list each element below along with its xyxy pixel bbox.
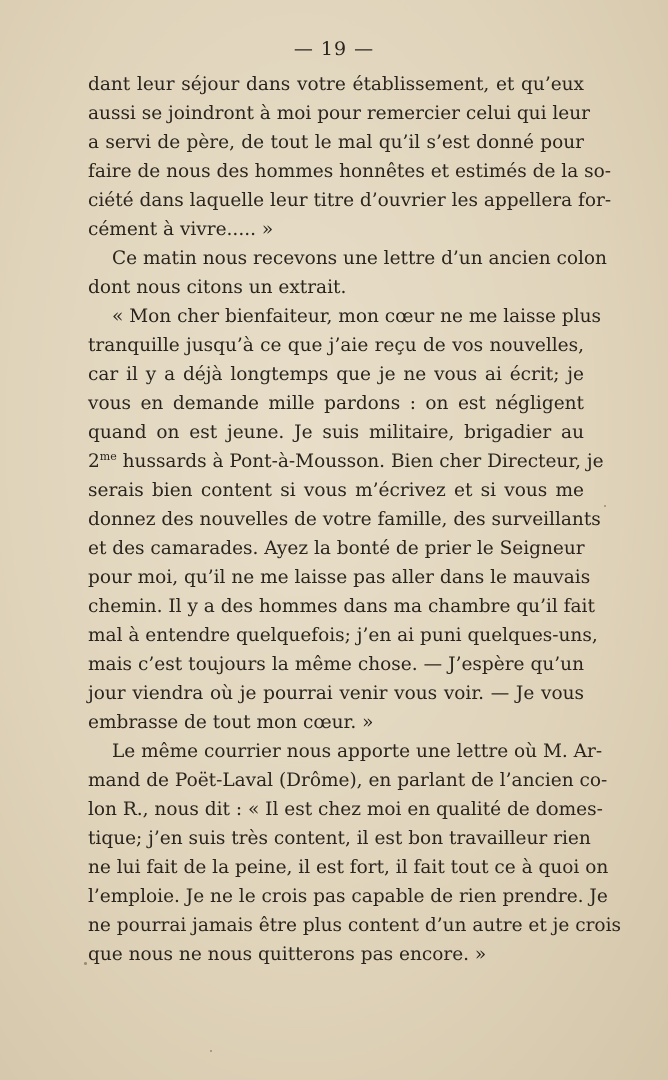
paper-speck bbox=[210, 1050, 212, 1052]
text-line: Le même courrier nous apporte une lettre où M. Ar- bbox=[112, 741, 603, 762]
text-line: « Mon cher bienfaiteur, mon cœur ne me laisse plus bbox=[112, 306, 602, 327]
page-number: — 19 — bbox=[293, 38, 375, 60]
paragraph bbox=[88, 244, 607, 302]
text-line: Ce matin nous recevons une lettre d’un ancien colon bbox=[112, 248, 607, 269]
text-line: car il y a déjà longtemps que je ne vous ai écrit; je bbox=[88, 364, 584, 385]
text-line: ciété dans laquelle leur titre d’ouvrier les appellera for- bbox=[88, 190, 612, 211]
text-line: ne pourrai jamais être plus content d’un autre et je crois bbox=[88, 915, 621, 936]
text-line: cément à vivre..... » bbox=[88, 219, 274, 240]
paper-speck bbox=[604, 505, 606, 507]
text-line: mais c’est toujours la même chose. — J’espère qu’un bbox=[88, 654, 584, 675]
text-line: embrasse de tout mon cœur. » bbox=[88, 712, 374, 733]
paragraph bbox=[88, 70, 612, 244]
text-line: ne lui fait de la peine, il est fort, il fait tout ce à quoi on bbox=[88, 857, 609, 878]
text-line: pour moi, qu’il ne me laisse pas aller dans le mauvais bbox=[88, 567, 591, 588]
text-line: faire de nous des hommes honnêtes et estimés de la so- bbox=[88, 161, 611, 182]
text-line: mal à entendre quelquefois; j’en ai puni quelques-uns, bbox=[88, 625, 598, 646]
text-line: mand de Poët-Laval (Drôme), en parlant de l’ancien co- bbox=[88, 770, 608, 791]
text-line: lon R., nous dit : « Il est chez moi en qualité de domes- bbox=[88, 799, 603, 820]
text-line: dant leur séjour dans votre établissement, et qu’eux bbox=[88, 74, 584, 95]
text-line: aussi se joindront à moi pour remercier celui qui leur bbox=[88, 103, 591, 124]
text-line: dont nous citons un extrait. bbox=[88, 277, 347, 298]
paragraph bbox=[88, 737, 621, 969]
text-line: que nous ne nous quitterons pas encore. » bbox=[88, 944, 487, 965]
text-line: tranquille jusqu’à ce que j’aie reçu de vos nouvelles, bbox=[88, 335, 584, 356]
paragraph bbox=[88, 302, 604, 737]
text-line: serais bien content si vous m’écrivez et si vous me bbox=[88, 480, 584, 501]
text-line: chemin. Il y a des hommes dans ma chambre qu’il fait bbox=[88, 596, 595, 617]
text-line: a servi de père, de tout le mal qu’il s’est donné pour bbox=[88, 132, 584, 153]
text-line: $2^{me}$ hussards à Pont-à-Mousson. Bien cher Directeur, je bbox=[88, 450, 604, 472]
text-line: donnez des nouvelles de votre famille, des surveillants bbox=[88, 509, 601, 530]
text-line: quand on est jeune. Je suis militaire, brigadier au bbox=[88, 422, 584, 443]
text-line: l’emploie. Je ne le crois pas capable de rien prendre. Je bbox=[88, 886, 608, 907]
text-line: tique; j’en suis très content, il est bon travailleur rien bbox=[88, 828, 591, 849]
text-line: jour viendra où je pourrai venir vous voir. — Je vous bbox=[88, 683, 584, 704]
text-line: vous en demande mille pardons : on est négligent bbox=[88, 393, 584, 414]
text-line: et des camarades. Ayez la bonté de prier le Seigneur bbox=[88, 538, 585, 559]
body-text bbox=[88, 70, 621, 969]
paper-speck bbox=[84, 962, 87, 965]
